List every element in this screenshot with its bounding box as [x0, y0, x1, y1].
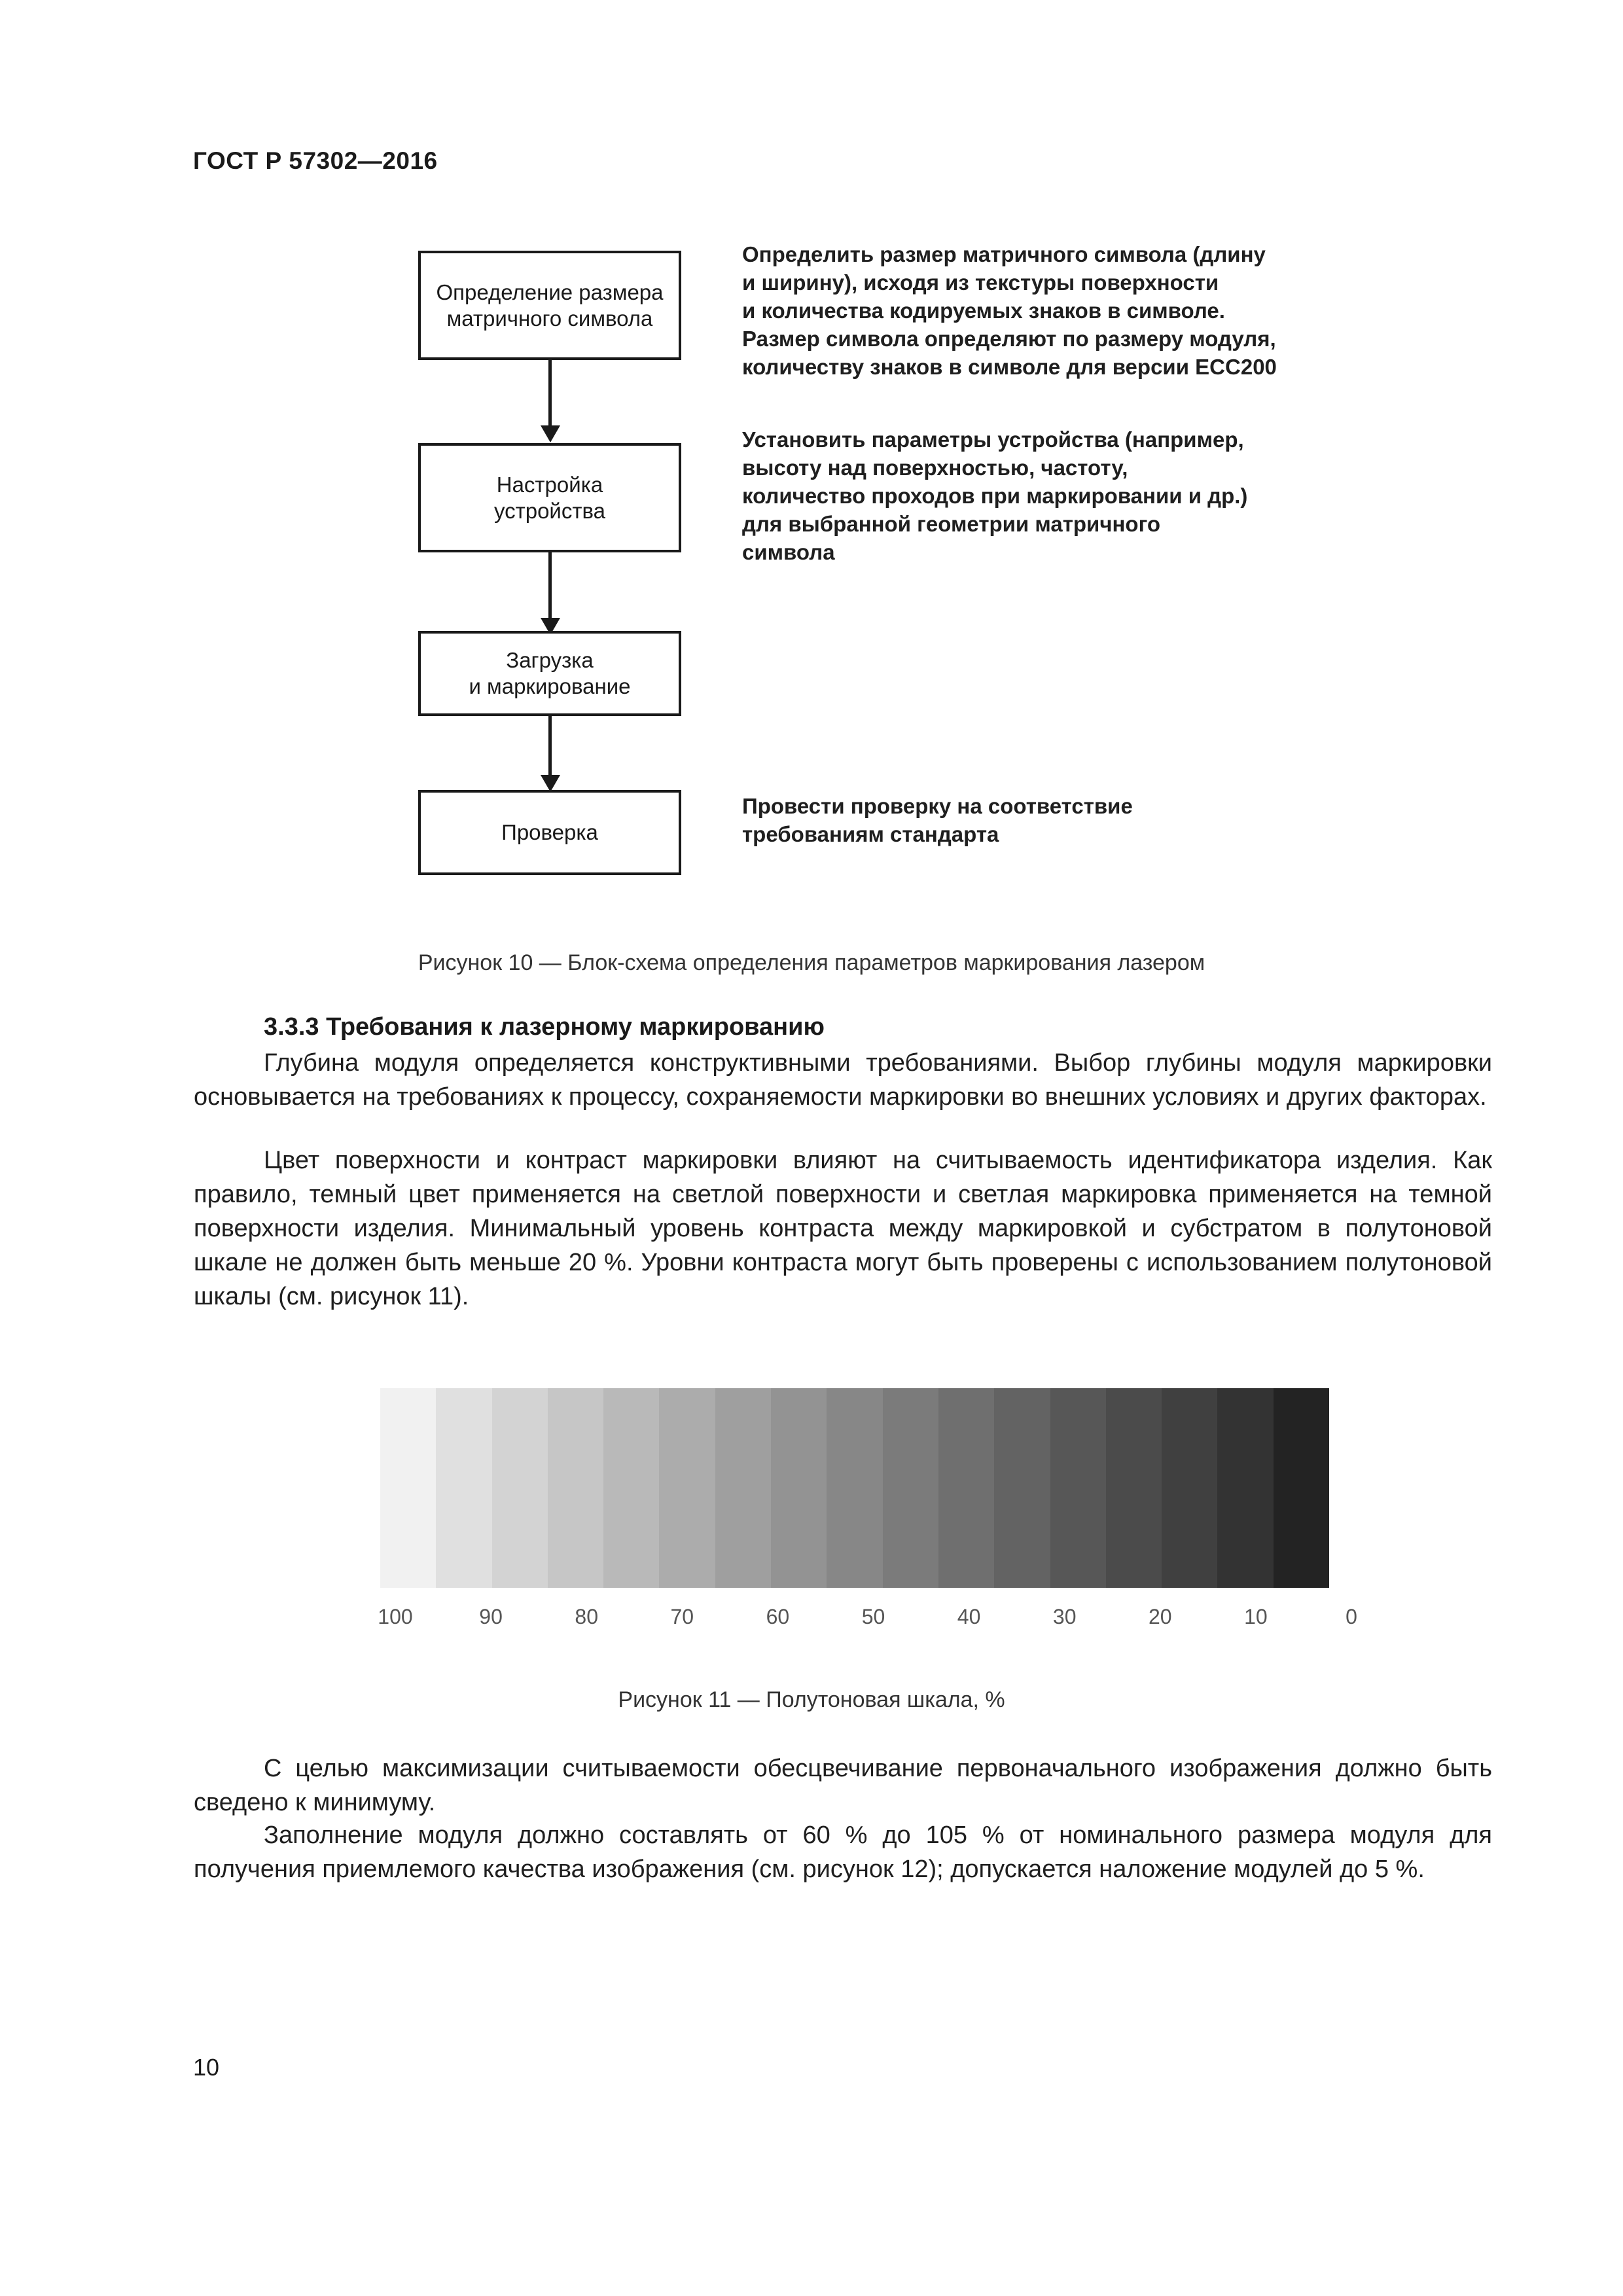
figure-caption: Рисунок 11 — Полутоновая шкала, % [618, 1687, 1005, 1712]
gray-step [548, 1388, 603, 1588]
gray-step [659, 1388, 715, 1588]
halftone-scale [380, 1388, 1329, 1588]
scale-tick-label: 30 [1052, 1605, 1077, 1628]
scale-tick-label: 80 [575, 1605, 598, 1628]
scale-tick-label: 10 [1244, 1605, 1268, 1628]
flow-connector [548, 552, 552, 618]
scale-tick-label: 100 [378, 1605, 413, 1628]
gray-step [1162, 1388, 1217, 1588]
step-label: матричного символа [446, 306, 653, 331]
gray-step [883, 1388, 938, 1588]
gray-step [1217, 1388, 1273, 1588]
body-paragraph: Цвет поверхности и контраст маркировки влияют на считываемость идентификатора изделия. Как правило, темный цвет применяется на светлой поверхности и светлая маркировка применяется на темной поверхности изделия. Минимальный уровень контраста между маркировкой и субстратом в полутоновой шкале не должен быть меньше 20 %. Уровни контраста могут быть проверены с использованием полутоновой шкалы (см. рисунок 11). [194, 1147, 1492, 1310]
page-number: 10 [193, 2054, 220, 2081]
scale-tick-label: 90 [479, 1605, 503, 1628]
scale-tick-label: 50 [861, 1605, 885, 1628]
flowchart-step-size [418, 251, 681, 360]
figure-caption: Рисунок 10 — Блок-схема определения параметров маркирования лазером [418, 950, 1205, 975]
step-label: устройства [493, 498, 605, 523]
document-header: ГОСТ Р 57302—2016 [193, 147, 438, 174]
gray-step [1050, 1388, 1106, 1588]
arrow-down-icon [541, 425, 560, 442]
gray-step [994, 1388, 1050, 1588]
scale-tick-label: 70 [670, 1605, 694, 1628]
flow-connector [548, 360, 552, 425]
body-paragraph: Глубина модуля определяется конструктивными требованиями. Выбор глубины модуля маркировки основывается на требованиях к процессу, сохраняемости маркировки во внешних условиях и других факторах. [194, 1049, 1492, 1111]
step-label: Определение размера [436, 279, 664, 304]
body-paragraph: Заполнение модуля должно составлять от 60 % до 105 % от номинального размера модуля для получения приемлемого качества изображения (см. рисунок 12); допускается наложение модулей до 5 %. [194, 1821, 1492, 1883]
flowchart-note-check: Провести проверку на соответствие требованиям стандарта [742, 794, 1133, 846]
gray-step [492, 1388, 548, 1588]
gray-step [1106, 1388, 1162, 1588]
step-label: Загрузка [506, 648, 594, 672]
gray-step [436, 1388, 491, 1588]
gray-step [380, 1388, 436, 1588]
gray-step [938, 1388, 994, 1588]
gray-step [1274, 1388, 1329, 1588]
scale-tick-label: 60 [766, 1605, 790, 1628]
gray-step [827, 1388, 882, 1588]
body-paragraph: С целью максимизации считываемости обесцвечивание первоначального изображения должно быть сведено к минимуму. [194, 1755, 1492, 1816]
gray-step [771, 1388, 827, 1588]
gray-step [603, 1388, 659, 1588]
flowchart-step-marking [418, 631, 681, 716]
flowchart-step-check [418, 790, 681, 875]
scale-tick-label: 40 [957, 1605, 981, 1628]
gray-step [715, 1388, 771, 1588]
flowchart-step-setup [418, 443, 681, 552]
flowchart-note-size: Определить размер матричного символа (длину и ширину), исходя из текстуры поверхности и количества кодируемых знаков в символе. Размер символа определяют по размеру модуля, количеству знаков в символе для версии ЕСС200 [742, 242, 1277, 379]
flowchart-note-setup: Установить параметры устройства (например, высоту над поверхностью, частоту, количество проходов при маркировании и др.) для выбранной геометрии матричного символа [742, 427, 1248, 564]
step-label: и маркирование [469, 674, 631, 698]
flow-connector [548, 716, 552, 775]
step-label: Проверка [501, 820, 598, 844]
step-label: Настройка [496, 472, 603, 497]
scale-tick-label: 20 [1149, 1605, 1172, 1628]
scale-tick-label: 0 [1346, 1605, 1357, 1628]
section-heading: 3.3.3 Требования к лазерному маркированию [264, 1013, 825, 1041]
